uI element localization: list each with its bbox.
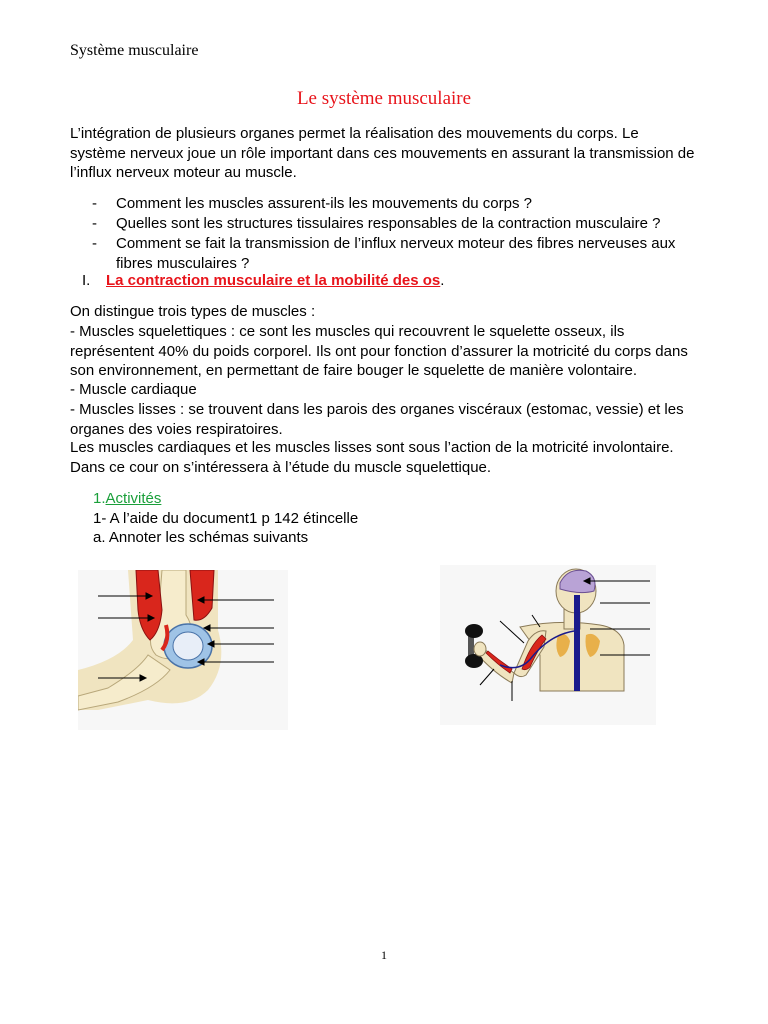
question-item: Comment se fait la transmission de l’influx nerveux moteur des fibres nerveuses aux fibres musculaires ? xyxy=(116,235,676,272)
muscle-type-cardiac: - Muscle cardiaque xyxy=(70,381,197,398)
task-item: a. Annoter les schémas suivants xyxy=(93,529,309,546)
question-item: Quelles sont les structures tissulaires responsables de la contraction musculaire ? xyxy=(116,215,661,232)
activities-title: Activités xyxy=(105,490,162,507)
section-title-period: . xyxy=(440,272,445,289)
section-title: La contraction musculaire et la mobilité des os xyxy=(106,272,441,289)
spinal-cord xyxy=(574,595,580,691)
activities-heading xyxy=(93,489,161,509)
muscle-type-skeletal: - Muscles squelettiques : ce sont les muscles qui recouvrent le squelette osseux, ils représentent 40% du poids corporel. Ils ont pour fonction d’assurer la motricité du corps dans son environnement, en permettant de faire bouger le squelette de manière volontaire. xyxy=(70,323,688,379)
types-intro: On distingue trois types de muscles : xyxy=(70,303,316,320)
task-item: 1- A l’aide du document1 p 142 étincelle xyxy=(93,510,359,527)
hand xyxy=(474,642,486,656)
question-dash: - xyxy=(92,215,97,232)
joint-cavity xyxy=(173,632,203,660)
question-dash: - xyxy=(92,195,97,212)
muscle-type-smooth: - Muscles lisses : se trouvent dans les parois des organes viscéraux (estomac, vessie) et les organes des voies respiratoires. xyxy=(70,401,684,438)
question-item: Comment les muscles assurent-ils les mouvements du corps ? xyxy=(116,195,532,212)
conclusion-paragraph: Les muscles cardiaques et les muscles lisses sont sous l’action de la motricité involontaire. Dans ce cour on s’intéressera à l’étude du muscle squelettique. xyxy=(70,439,674,476)
activities-number: 1. xyxy=(93,490,106,507)
section-number: I. xyxy=(82,272,91,289)
page-header: Système musculaire xyxy=(70,42,199,59)
question-dash: - xyxy=(92,235,97,252)
document-title: Le système musculaire xyxy=(296,88,472,109)
section-heading xyxy=(82,271,444,291)
arm-dumbbell-diagram xyxy=(440,565,656,725)
page-number: 1 xyxy=(381,948,387,962)
intro-paragraph: L’intégration de plusieurs organes permet la réalisation des mouvements du corps. Le système nerveux joue un rôle important dans ces mouvements en assurant la transmission de l’influx nerveux moteur au muscle. xyxy=(70,125,695,181)
elbow-joint-diagram xyxy=(78,570,288,730)
